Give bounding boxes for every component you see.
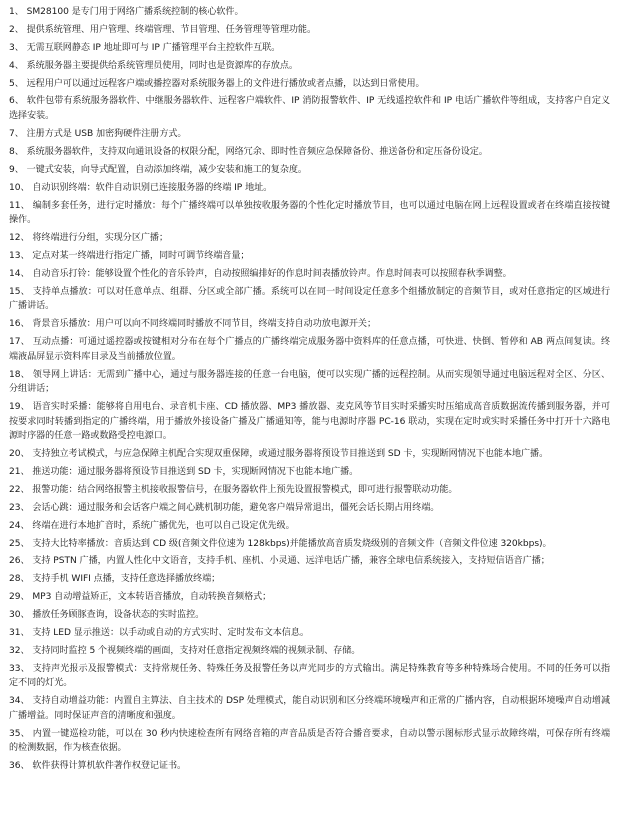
list-item: 6、 软件包带有系统服务器软件、中继服务器软件、远程客户端软件、IP 消防报警软件、IP 无线遥控软件和 IP 电话广播软件等组成，支持客户自定义选择安装。 [9, 96, 610, 122]
list-item: 24、 终端在进行本地扩音时，系统广播优先，也可以自己设定优先级。 [9, 520, 295, 531]
list-item: 33、 支持声光报示及报警模式：支持常规任务、特殊任务及报警任务以声光同步的方式输出。满足特殊教育等多种特殊场合使用。不同的任务可以指定不同的灯光。 [9, 663, 610, 689]
list-item: 25、 支持大比特率播放：音质达到 CD 级(音频文件位速为 128kbps)并能播放高音质发烧级别的音频文件（音频文件位速 320kbps)。 [9, 538, 552, 549]
list-item: 32、 支持同时监控 5 个视频终端的画面，支持对任意指定视频终端的视频录制、存储。 [9, 645, 361, 656]
list-item: 29、 MP3 自动增益矫正，文本转语音播放，自动转换音频格式； [9, 592, 272, 603]
list-item: 31、 支持 LED 显示推送：以手动或自动的方式实时、定时发布文本信息。 [9, 627, 309, 638]
list-item: 12、 将终端进行分组，实现分区广播； [9, 232, 169, 243]
list-item: 2、 提供系统管理、用户管理、终端管理、节目管理、任务管理等管理功能。 [9, 24, 317, 35]
list-item: 30、 播放任务顾豚查询，设备状态的实时监控。 [9, 610, 205, 621]
list-item: 9、 一键式安装，向导式配置，自动添加终端，减少安装和施工的复杂度。 [9, 164, 307, 175]
list-item: 11、 编制多套任务，进行定时播放：每个广播终端可以单独按收服务器的个性化定时播放节目，也可以通过电脑在网上远程设置或者在终端直接按键操作。 [9, 200, 610, 226]
list-item: 26、 支持 PSTN 广播，内置人性化中文语音，支持手机、座机、小灵通、远洋电话广播，兼容全球电信系统接入，支持短信语音广播； [9, 556, 550, 567]
list-item: 19、 语音实时采播：能够将自用电台、录音机卡座、CD 播放器、MP3 播放器、麦克风等节目实时采播实时压缩成高音质数据流传播到服务器，并可按要求同时转播到指定的广播终端，用于播放外接设备广播及广播通知等，能与电源时序器 PC-16 联动，实现在定时或实时采播任务中打开十六路电源时序器的任意一路或数路受控电源口。 [9, 402, 610, 442]
list-item: 14、 自动音乐打铃：能够设置个性化的音乐铃声，自动按照编排好的作息时间表播放铃声。作息时间表可以按照春秋季调整。 [9, 268, 512, 279]
list-item: 16、 背景音乐播放：用户可以向不同终端同时播放不同节目，终端支持自动功放电源开关； [9, 319, 377, 330]
list-item: 20、 支持独立考试模式，与应急保障主机配合实现双重保障，或通过服务器将预设节目推送到 SD 卡，实现断网情况下也能本地广播。 [9, 449, 549, 460]
list-item: 10、 自动识别终端：软件自动识别已连接服务器的终端 IP 地址。 [9, 182, 273, 193]
list-item: 35、 内置一键巡检功能，可以在 30 秒内快速检查所有网络音箱的声音品质是否符合播音要求，自动以警示图标形式显示故障终端，可保存所有终端的检测数据，作为核查依据。 [9, 728, 610, 754]
list-item: 17、 互动点播：可通过遥控器或按键相对分布在每个广播点的广播终端完成服务器中资料库的任意点播，可快进、快倒、暂停和 AB 两点间复读。终端液晶屏显示资料库目录及当前播放位置。 [9, 337, 610, 362]
list-item: 21、 推送功能：通过服务器将预设节目推送到 SD 卡，实现断网情况下也能本地广播。 [9, 466, 359, 477]
list-item: 23、 会话心跳：通过服务和会话客户端之间心跳机制功能，避免客户端异常退出，僵死会话长期占用终端。 [9, 502, 440, 513]
list-item: 13、 定点对某一终端进行指定广播，同时可调节终端音量； [9, 250, 250, 261]
list-item: 15、 支持单点播放：可以对任意单点、组群、分区或全部广播。系统可以在同一时间设定任意多个组播放制定的音频节目，或对任意指定的区域进行广播讲话。 [9, 286, 610, 312]
list-item: 1、 SM28100 是专门用于网络广播系统控制的核心软件。 [9, 7, 244, 17]
list-item: 28、 支持手机 WIFI 点播，支持任意选择播放终端； [9, 574, 221, 585]
list-item: 5、 远程用户可以通过远程客户端或播控器对系统服务器上的文件进行播放或者点播，以达到日常使用。 [9, 78, 425, 89]
list-item: 7、 注册方式是 USB 加密狗硬件注册方式。 [9, 128, 187, 139]
list-item: 8、 系统服务器软件，支持双向通讯设备的权限分配，网络冗余、即时性音频应急保障备份、推送备份和定压备份设定。 [9, 146, 488, 157]
list-item: 34、 支持自动增益功能：内置自主算法、自主技术的 DSP 处理模式，能自动识别和区分终端环境噪声和正常的广播内容，自动根据环境噪声自动增减广播增益。同时保证声音的清晰度和强度。 [9, 696, 610, 721]
list-item: 36、 软件获得计算机软件著作权登记证书。 [9, 761, 187, 772]
list-item: 22、 报警功能：结合网络报警主机接收报警信号，在服务器软件上预先设置报警模式，即可进行报警联动功能。 [9, 484, 458, 495]
list-item: 18、 领导网上讲话：无需到广播中心，通过与服务器连接的任意一台电脑，便可以实现广播的远程控制。从而实现领导通过电脑远程对全区、分区、分组讲话； [9, 369, 610, 395]
list-item: 4、 系统服务器主要提供给系统管理员使用，同时也是资源库的存放点。 [9, 60, 298, 71]
list-item: 3、 无需互联网静态 IP 地址即可与 IP 广播管理平台主控软件互联。 [9, 42, 281, 53]
